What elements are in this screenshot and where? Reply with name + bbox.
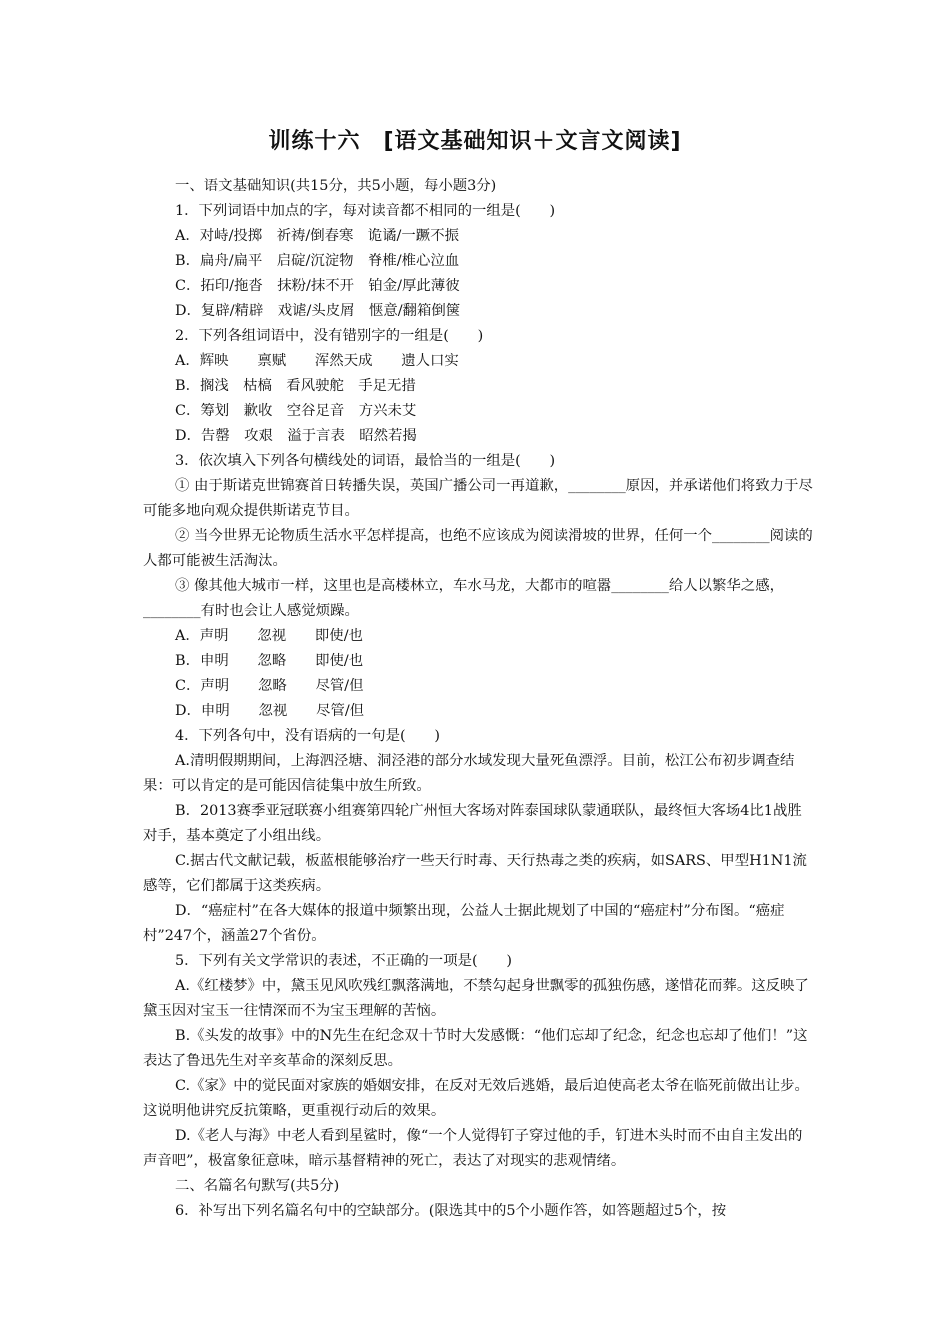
question-stem: 5．下列有关文学常识的表述，不正确的一项是( ) [175,953,512,969]
sentence-3: ③ 像其他大城市一样，这里也是高楼林立，车水马龙，大都市的喧嚣________给人以繁华之感，________有时也会让人感觉烦躁。 [143,578,784,619]
sentence-1: ① 由于斯诺克世锦赛首日转播失误，英国广播公司一再道歉，________原因，并承诺他们将致力于尽可能多地向观众提供斯诺克节目。 [143,478,813,519]
option-c: C．拓印/拖沓 抹粉/抹不开 铂金/厚此薄彼 [175,278,460,294]
option-b: B．扁舟/扁平 启碇/沉淀物 脊椎/椎心泣血 [175,253,460,269]
option-a: A．声明 忽视 即使/也 [175,628,363,644]
section-heading: 二、名篇名句默写(共5分) [175,1178,340,1194]
option-a: A．对峙/投掷 祈祷/倒春寒 诡谲/一蹶不振 [175,228,459,244]
option-a: A.清明假期期间，上海泗泾塘、洞泾港的部分水域发现大量死鱼漂浮。目前，松江公布初步调查结果：可以肯定的是可能因信徒集中放生所致。 [143,753,795,794]
question-stem: 6．补写出下列名篇名句中的空缺部分。(限选其中的5个小题作答，如答题超过5个，按 [175,1203,727,1219]
option-c: C.《家》中的觉民面对家族的婚姻安排，在反对无效后逃婚，最后迫使高老太爷在临死前做出让步。这说明他讲究反抗策略，更重视行动后的效果。 [143,1078,809,1119]
option-c: C．声明 忽略 尽管/但 [175,678,364,694]
document-body [143,174,815,1224]
option-d: D．复辟/精辟 戏谑/头皮屑 惬意/翻箱倒箧 [175,303,461,319]
page-title: 训练十六 [语文基础知识＋文言文阅读] [268,129,682,154]
option-b: B．搁浅 枯槁 看风驶舵 手足无措 [175,378,416,394]
question-stem: 1．下列词语中加点的字，每对读音都不相同的一组是( ) [175,203,556,219]
option-d: D.《老人与海》中老人看到星鲨时，像“一个人觉得钉子穿过他的手，钉进木头时而不由自主发出的声音吧”，极富象征意味，暗示基督精神的死亡，表达了对现实的悲观情绪。 [143,1128,803,1169]
option-d: D．告罄 攻艰 溢于言表 昭然若揭 [175,428,417,444]
option-b: B．申明 忽略 即使/也 [175,653,364,669]
option-c: C．筹划 歉收 空谷足音 方兴未艾 [175,403,417,419]
option-a: A．辉映 禀赋 浑然天成 遗人口实 [175,353,459,369]
option-d: D．“癌症村”在各大媒体的报道中频繁出现，公益人士据此规划了中国的“癌症村”分布图。“癌症村”247个，涵盖27个省份。 [143,903,785,944]
option-d: D．申明 忽视 尽管/但 [175,703,365,719]
sentence-2: ② 当今世界无论物质生活水平怎样提高，也绝不应该成为阅读滑坡的世界，任何一个________阅读的人都可能被生活淘汰。 [143,528,813,569]
option-a: A.《红楼梦》中，黛玉见风吹残红飘落满地，不禁勾起身世飘零的孤独伤感，遂惜花而葬。这反映了黛玉因对宝玉一往情深而不为宝玉理解的苦恼。 [143,978,809,1019]
question-stem: 3．依次填入下列各句横线处的词语，最恰当的一组是( ) [175,453,556,469]
question-stem: 2．下列各组词语中，没有错别字的一组是( ) [175,328,484,344]
section-heading: 一、语文基础知识(共15分，共5小题，每小题3分) [175,178,497,194]
question-stem: 4．下列各句中，没有语病的一句是( ) [175,728,441,744]
option-b: B．2013赛季亚冠联赛小组赛第四轮广州恒大客场对阵泰国球队蒙通联队，最终恒大客场4比1战胜对手，基本奠定了小组出线。 [143,803,802,844]
option-b: B.《头发的故事》中的N先生在纪念双十节时大发感慨：“他们忘却了纪念，纪念也忘却了他们！”这表达了鲁迅先生对辛亥革命的深刻反思。 [143,1028,808,1069]
option-c: C.据古代文献记载，板蓝根能够治疗一些天行时毒、天行热毒之类的疾病，如SARS、甲型H1N1流感等，它们都属于这类疾病。 [143,853,807,894]
